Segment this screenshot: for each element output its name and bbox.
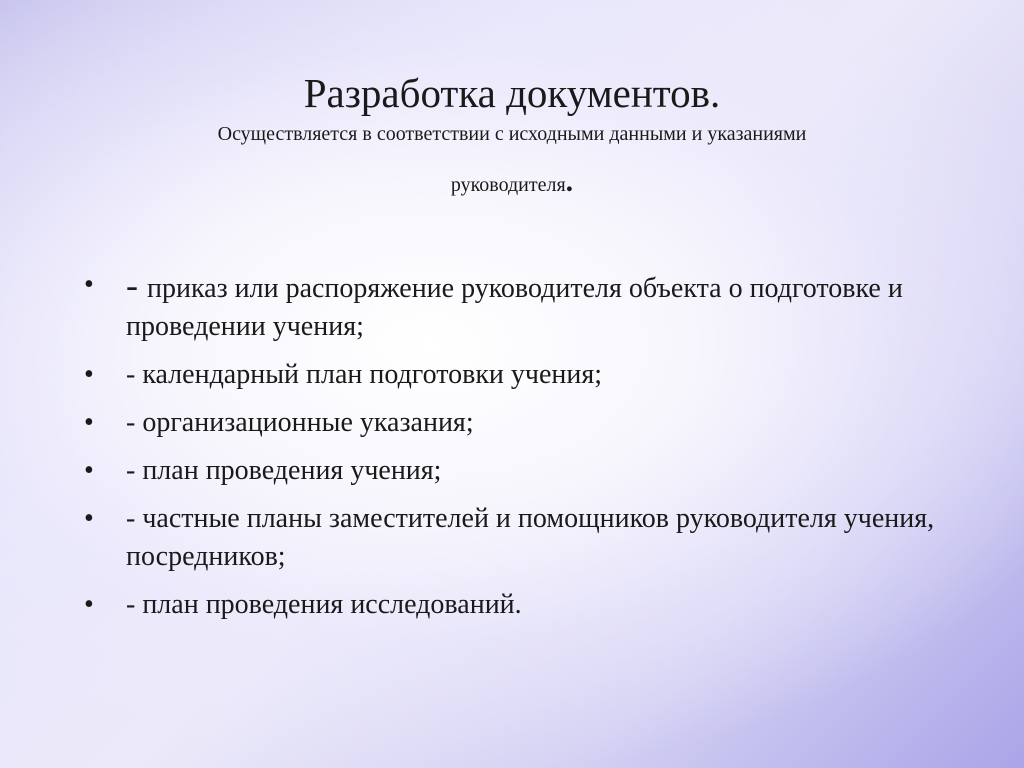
bullet-list bbox=[84, 266, 944, 634]
list-item bbox=[84, 452, 944, 490]
list-item bbox=[84, 500, 944, 576]
bullet-icon: • bbox=[84, 589, 94, 620]
slide-subtitle-line1: Осуществляется в соответствии с исходными данными и указаниями bbox=[217, 123, 807, 145]
bullet-text: - календарный план подготовки учения; bbox=[126, 359, 603, 390]
bullet-dash: - bbox=[126, 265, 147, 305]
list-item bbox=[84, 586, 944, 624]
list-item bbox=[84, 356, 944, 394]
list-item bbox=[84, 404, 944, 442]
bullet-icon: • bbox=[84, 269, 94, 300]
bullet-icon: • bbox=[84, 455, 94, 486]
title-block bbox=[60, 66, 964, 197]
bullet-text: - план проведения исследований. bbox=[126, 589, 522, 620]
slide-subtitle-line2 bbox=[60, 165, 964, 198]
subtitle-period: . bbox=[565, 165, 574, 198]
bullet-text: приказ или распоряжение руководителя объекта о подготовке и проведении учения; bbox=[126, 273, 903, 342]
bullet-text: - частные планы заместителей и помощников руководителя учения, посредников; bbox=[126, 503, 935, 572]
bullet-icon: • bbox=[84, 359, 94, 390]
bullet-icon: • bbox=[84, 407, 94, 438]
list-item bbox=[84, 266, 944, 346]
bullet-text: - организационные указания; bbox=[126, 407, 474, 438]
subtitle-line2-text: руководителя bbox=[450, 174, 566, 196]
bullet-icon: • bbox=[84, 503, 94, 534]
slide-title: Разработка документов. bbox=[303, 70, 721, 116]
bullet-text: - план проведения учения; bbox=[126, 455, 442, 486]
